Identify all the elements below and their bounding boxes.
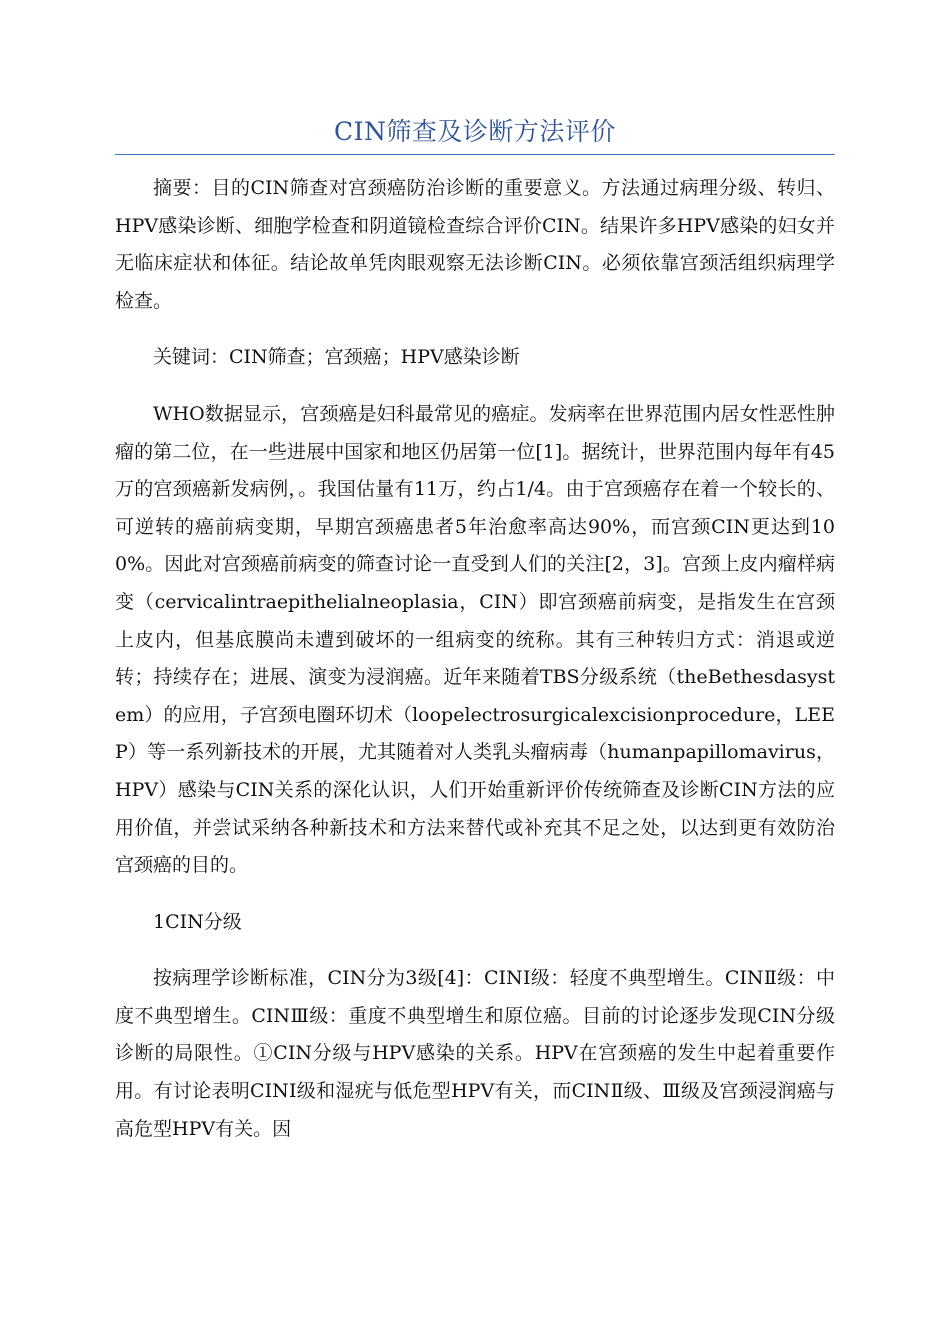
- document-body: [115, 170, 835, 1167]
- title-underline: [115, 154, 835, 155]
- intro-paragraph: WHO数据显示，宫颈癌是妇科最常见的癌症。发病率在世界范围内居女性恶性肿瘤的第二位，在一些进展中国家和地区仍居第一位[1]。据统计，世界范围内每年有45万的宫颈癌新发病例，。我国估量有11万，约占1/4。由于宫颈癌存在着一个较长的、可逆转的癌前病变期，早期宫颈癌患者5年治愈率高达90%，而宫颈CIN更达到100%。因此对宫颈癌前病变的筛查讨论一直受到人们的关注[2，3]。宫颈上皮内瘤样病变（cervicalintraepithelialneoplasia，CIN）即宫颈癌前病变，是指发生在宫颈上皮内，但基底膜尚未遭到破坏的一组病变的统称。其有三种转归方式：消退或逆转；持续存在；进展、演变为浸润癌。近年来随着TBS分级系统（theBethesdasystem）的应用，子宫颈电圈环切术（loopelectrosurgicalexcisionprocedure，LEEP）等一系列新技术的开展，尤其随着对人类乳头瘤病毒（humanpapillomavirus，HPV）感染与CIN关系的深化认识，人们开始重新评价传统筛查及诊断CIN方法的应用价值，并尝试采纳各种新技术和方法来替代或补充其不足之处，以达到更有效防治宫颈癌的目的。: [115, 402, 835, 877]
- keywords-paragraph: 关键词：CIN筛查；宫颈癌；HPV感染诊断: [153, 346, 520, 369]
- abstract-paragraph: 摘要：目的CIN筛查对宫颈癌防治诊断的重要意义。方法通过病理分级、转归、HPV感染诊断、细胞学检查和阴道镜检查综合评价CIN。结果许多HPV感染的妇女并无临床症状和体征。结论故单凭肉眼观察无法诊断CIN。必须依靠宫颈活组织病理学检查。: [115, 177, 835, 312]
- document-title: CIN筛查及诊断方法评价: [334, 117, 616, 146]
- section-heading: 1CIN分级: [153, 910, 242, 933]
- section-paragraph: 按病理学诊断标准，CIN分为3级[4]：CINⅠ级：轻度不典型增生。CINⅡ级：中度不典型增生。CINⅢ级：重度不典型增生和原位癌。目前的讨论逐步发现CIN分级诊断的局限性。①CIN分级与HPV感染的关系。HPV在宫颈癌的发生中起着重要作用。有讨论表明CINⅠ级和湿疣与低危型HPV有关，而CINⅡ级、Ⅲ级及宫颈浸润癌与高危型HPV有关。因: [115, 967, 835, 1140]
